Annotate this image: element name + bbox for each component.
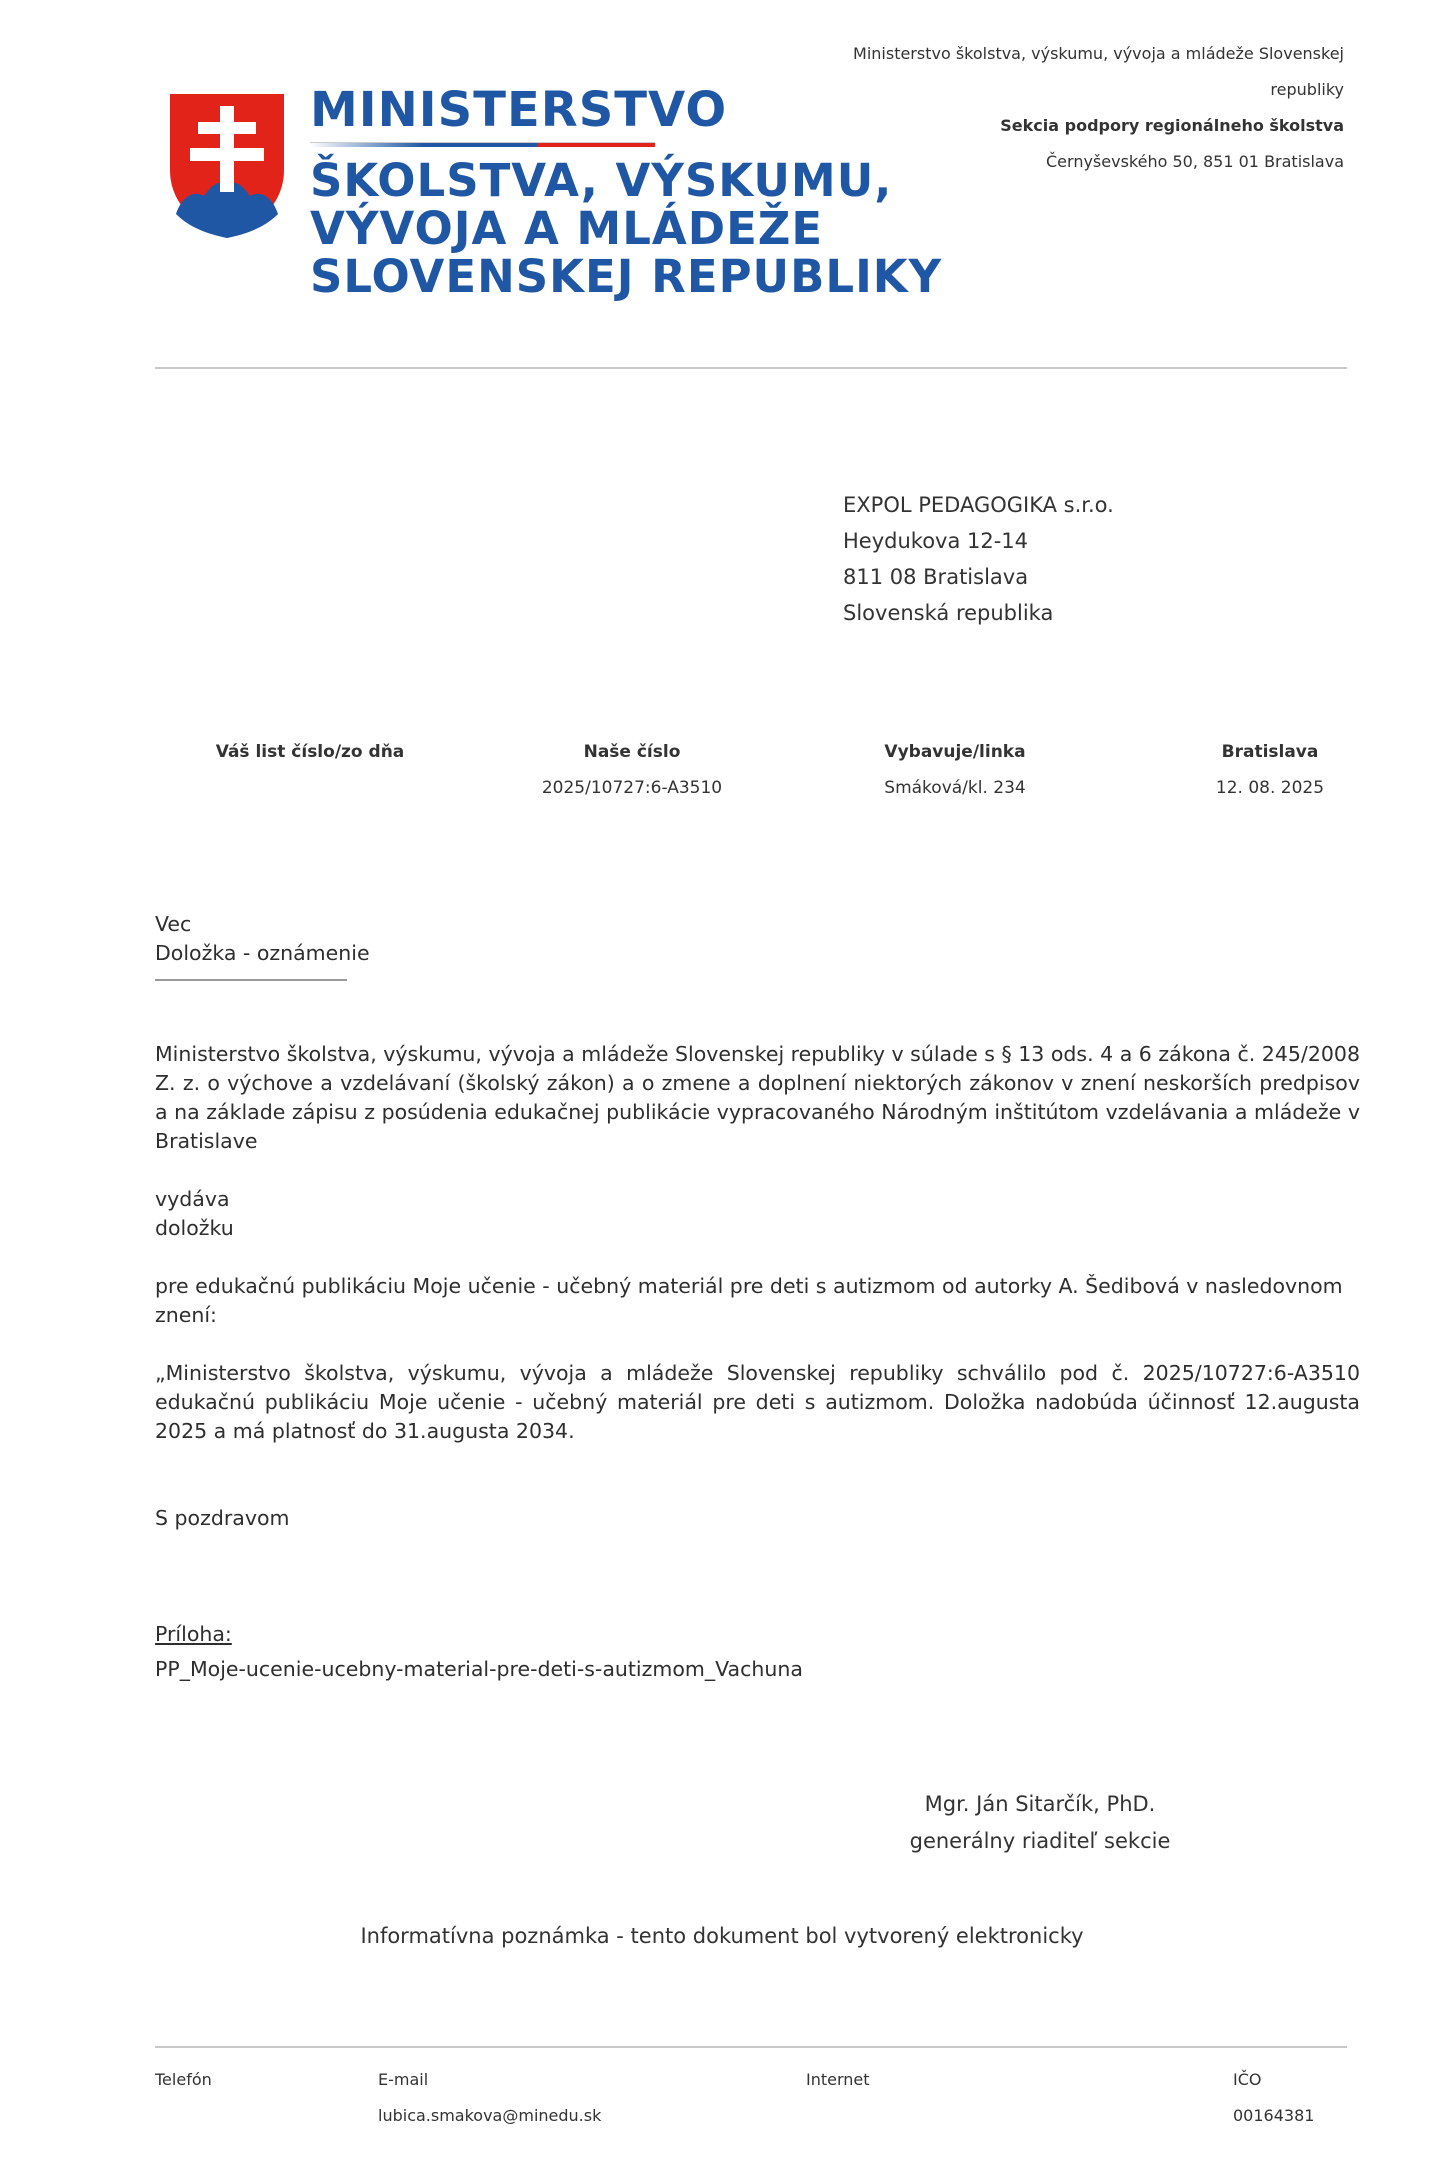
letter-body xyxy=(155,1040,1360,1684)
subject-block xyxy=(155,910,370,968)
ref-our-number xyxy=(512,734,752,806)
attachment-value: PP_Moje-ucenie-ucebny-material-pre-deti-s-autizmom_Vachuna xyxy=(155,1657,803,1681)
ref-our-number-label: Naše číslo xyxy=(583,742,681,762)
footer-internet-value xyxy=(806,2098,870,2134)
electronic-note: Informatívna poznámka - tento dokument bol vytvorený elektronicky xyxy=(360,1924,1084,1948)
subject-label: Vec xyxy=(155,912,192,936)
ref-date-value: 12. 08. 2025 xyxy=(1215,778,1325,798)
body-clause: doložku xyxy=(155,1216,234,1240)
ref-place-label: Bratislava xyxy=(1221,742,1319,762)
ref-handled-by-value: Smáková/kl. 234 xyxy=(884,778,1026,798)
footer-email xyxy=(378,2062,601,2134)
footer-ico-value: 00164381 xyxy=(1233,2106,1315,2125)
logo-flag-stripe xyxy=(310,142,655,147)
ref-place-date xyxy=(1150,734,1390,806)
coat-of-arms-icon xyxy=(168,92,286,240)
ref-handled-by xyxy=(835,734,1075,806)
recipient-city: 811 08 Bratislava xyxy=(843,565,1029,589)
section-name: Sekcia podpory regionálneho školstva xyxy=(1000,116,1344,135)
attachment-label: Príloha: xyxy=(155,1622,232,1646)
ministry-name-line1: Ministerstvo školstva, výskumu, vývoja a mládeže Slovenskej xyxy=(853,44,1344,63)
ref-your-letter xyxy=(190,734,430,806)
footer-phone-value xyxy=(155,2098,212,2134)
body-issues: vydáva xyxy=(155,1187,230,1211)
sender-block xyxy=(784,36,1344,180)
signatory-name: Mgr. Ján Sitarčík, PhD. xyxy=(924,1792,1156,1816)
subject-underline xyxy=(155,979,347,981)
logo-line-1: MINISTERSTVO xyxy=(310,82,728,138)
footer-ico-label: IČO xyxy=(1233,2070,1262,2089)
sender-address: Černyševského 50, 851 01 Bratislava xyxy=(1046,152,1344,171)
recipient-name: EXPOL PEDAGOGIKA s.r.o. xyxy=(843,493,1114,517)
signature-block xyxy=(880,1786,1200,1860)
logo-line-2: ŠKOLSTVA, VÝSKUMU, xyxy=(310,154,893,207)
footer-internet-label: Internet xyxy=(806,2070,870,2089)
footer-divider xyxy=(155,2046,1347,2048)
recipient-street: Heydukova 12-14 xyxy=(843,529,1029,553)
ref-our-number-value: 2025/10727:6-A3510 xyxy=(541,778,723,798)
header-divider xyxy=(155,367,1347,369)
footer-email-label: E-mail xyxy=(378,2070,429,2089)
recipient-country: Slovenská republika xyxy=(843,601,1054,625)
footer-email-value: lubica.smakova@minedu.sk xyxy=(378,2106,602,2125)
subject-value: Doložka - oznámenie xyxy=(155,941,370,965)
ministry-name-line2: republiky xyxy=(1270,80,1344,99)
logo-line-3: VÝVOJA A MLÁDEŽE xyxy=(310,202,824,255)
signatory-title: generálny riaditeľ sekcie xyxy=(909,1829,1171,1853)
body-paragraph-1: Ministerstvo školstva, výskumu, vývoja a mládeže Slovenskej republiky v súlade s § 13 ods. 4 a 6 zákona č. 245/2008 Z. z. o výchove a vzdelávaní (školský zákon) a o zmene a doplnení niektorých zákonov v znení neskorších predpisov a na základe zápisu z posúdenia edukačnej publikácie vypracovaného Národným inštitútom vzdelávania a mládeže v Bratislave xyxy=(155,1042,1360,1153)
footer-internet xyxy=(806,2062,870,2134)
footer-phone-label: Telefón xyxy=(155,2070,212,2089)
ministry-logo xyxy=(160,82,943,312)
body-greeting: S pozdravom xyxy=(155,1506,290,1530)
recipient-address xyxy=(843,487,1114,631)
body-paragraph-2: pre edukačnú publikáciu Moje učenie - učebný materiál pre deti s autizmom od autorky A. Šedibová v nasledovnom znení: xyxy=(155,1274,1343,1327)
logo-line-4: SLOVENSKEJ REPUBLIKY xyxy=(310,250,943,303)
ref-handled-by-label: Vybavuje/linka xyxy=(884,742,1026,762)
footer-ico xyxy=(1233,2062,1314,2134)
body-quote: „Ministerstvo školstva, výskumu, vývoja a mládeže Slovenskej republiky schválilo pod č. 2025/10727:6-A3510 edukačnú publikáciu Moje učenie - učebný materiál pre deti s autizmom. Doložka nadobúda účinnosť 12.augusta 2025 a má platnosť do 31.augusta 2034. xyxy=(155,1361,1360,1443)
ref-your-letter-label: Váš list číslo/zo dňa xyxy=(215,742,405,762)
footer-phone xyxy=(155,2062,212,2134)
ref-your-letter-value xyxy=(190,770,430,806)
